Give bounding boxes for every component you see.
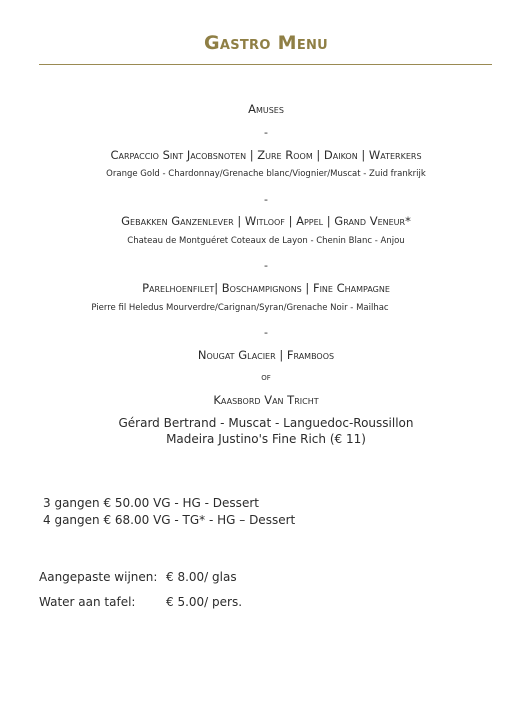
page-title: Gastro Menu [203, 32, 329, 54]
water-price-value: € 5.00/ pers. [166, 595, 243, 609]
separator-dash: - [264, 193, 268, 206]
course-dessert: Nougat Glacier | Framboos [197, 348, 335, 362]
course-cheese: Kaasbord Van Tricht [213, 393, 319, 407]
wine-pairing-intermediate: Chateau de Montguéret Coteaux de Layon - Chenin Blanc - Anjou [127, 236, 405, 246]
price-four-courses: 4 gangen € 68.00 VG - TG* - HG – Dessert [43, 513, 296, 527]
water-price-label: Water aan tafel: [39, 595, 136, 609]
separator-dash: - [264, 126, 268, 139]
wine-pairing-dessert-1: Gérard Bertrand - Muscat - Languedoc-Roussillon [118, 416, 414, 430]
or-connector: of [261, 372, 271, 383]
wine-price-value: € 8.00/ glas [166, 570, 237, 584]
wine-price-label: Aangepaste wijnen: [39, 570, 158, 584]
wine-pairing-main: Pierre fil Heledus Mourverdre/Carignan/Syran/Grenache Noir - Mailhac [91, 303, 389, 313]
separator-dash: - [264, 326, 268, 339]
price-three-courses: 3 gangen € 50.00 VG - HG - Dessert [43, 496, 259, 510]
course-starter: Carpaccio Sint Jacobsnoten | Zure Room | Daikon | Waterkers [110, 148, 422, 162]
course-main: Parelhoenfilet| Boschampignons | Fine Champagne [142, 281, 390, 295]
separator-dash: - [264, 259, 268, 272]
title-divider [39, 64, 492, 65]
course-intermediate: Gebakken Ganzenlever | Witloof | Appel | Grand Veneur* [121, 214, 411, 228]
wine-pairing-dessert-2: Madeira Justino's Fine Rich (€ 11) [166, 432, 366, 446]
wine-pairing-starter: Orange Gold - Chardonnay/Grenache blanc/Viognier/Muscat - Zuid frankrijk [106, 169, 426, 179]
course-amuses: Amuses [248, 102, 284, 116]
